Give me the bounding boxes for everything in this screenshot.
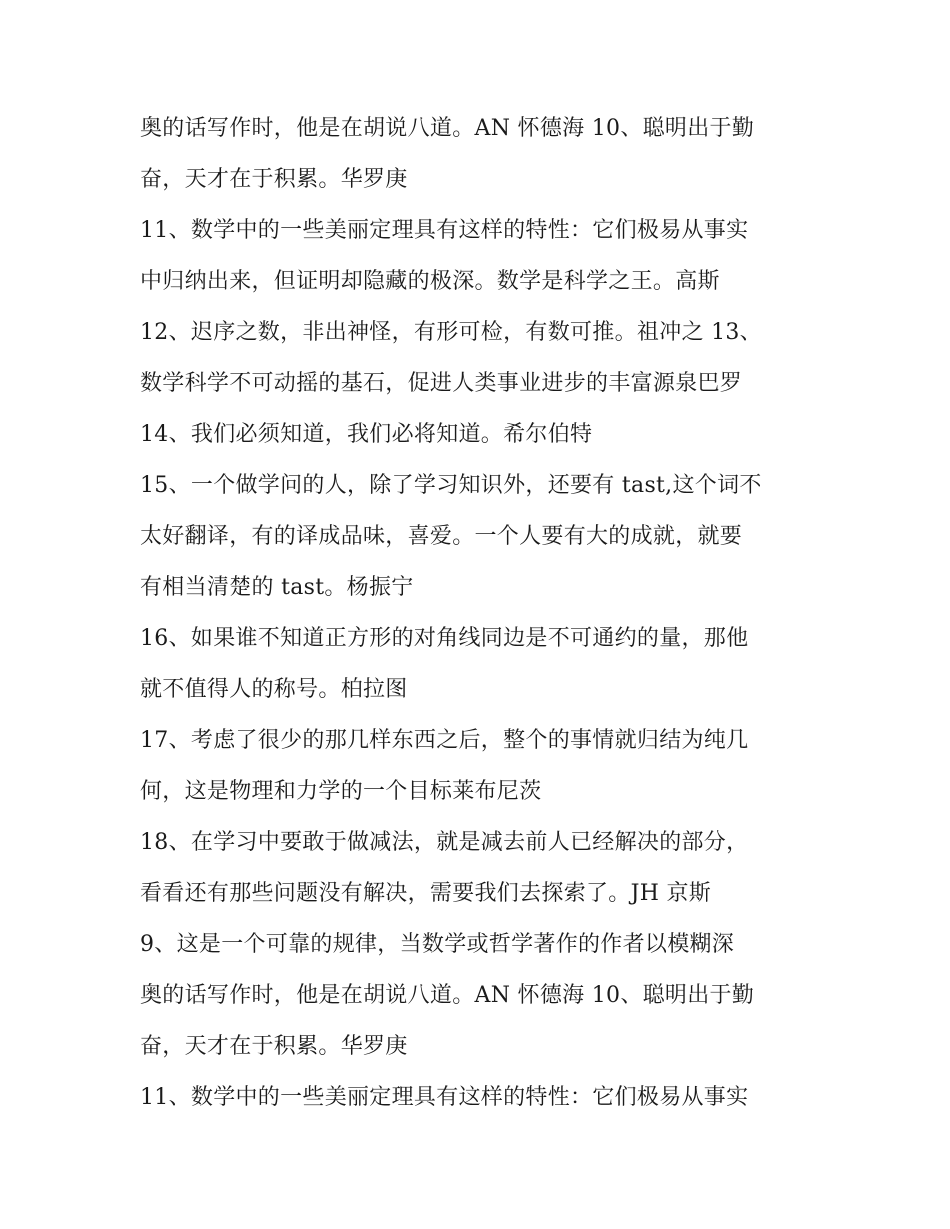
text-line: 太好翻译，有的译成品味，喜爱。一个人要有大的成就，就要: [140, 524, 743, 549]
text-line: 看看还有那些问题没有解决，需要我们去探索了。JH 京斯: [140, 881, 712, 906]
text-line: 18、在学习中要敢于做减法，就是减去前人已经解决的部分，: [140, 830, 749, 855]
text-line: 奥的话写作时，他是在胡说八道。AN 怀德海 10、聪明出于勤: [140, 983, 755, 1008]
text-line: 有相当清楚的 tast。杨振宁: [140, 575, 414, 600]
text-line: 14、我们必须知道，我们必将知道。希尔伯特: [140, 422, 593, 447]
text-line: 中归纳出来，但证明却隐藏的极深。数学是科学之王。高斯: [140, 269, 720, 294]
text-line: 奋，天才在于积累。华罗庚: [140, 167, 408, 192]
text-line: 17、考虑了很少的那几样东西之后，整个的事情就归结为纯几: [140, 728, 749, 753]
text-line: 何，这是物理和力学的一个目标莱布尼茨: [140, 779, 542, 804]
text-line: 11、数学中的一些美丽定理具有这样的特性：它们极易从事实: [140, 218, 749, 243]
document-text-block: [140, 103, 830, 1123]
text-line: 16、如果谁不知道正方形的对角线同边是不可通约的量，那他: [140, 626, 749, 651]
text-line: 11、数学中的一些美丽定理具有这样的特性：它们极易从事实: [140, 1085, 749, 1110]
text-line: 9、这是一个可靠的规律，当数学或哲学著作的作者以模糊深: [140, 932, 735, 957]
text-line: 奥的话写作时，他是在胡说八道。AN 怀德海 10、聪明出于勤: [140, 116, 755, 141]
text-line: 15、一个做学问的人，除了学习知识外，还要有 tast,这个词不: [140, 473, 762, 498]
text-line: 奋，天才在于积累。华罗庚: [140, 1034, 408, 1059]
text-line: 就不值得人的称号。柏拉图: [140, 677, 408, 702]
text-line: 数学科学不可动摇的基石，促进人类事业进步的丰富源泉巴罗: [140, 371, 743, 396]
text-line: 12、迟序之数，非出神怪，有形可检，有数可推。祖冲之 13、: [140, 320, 762, 345]
